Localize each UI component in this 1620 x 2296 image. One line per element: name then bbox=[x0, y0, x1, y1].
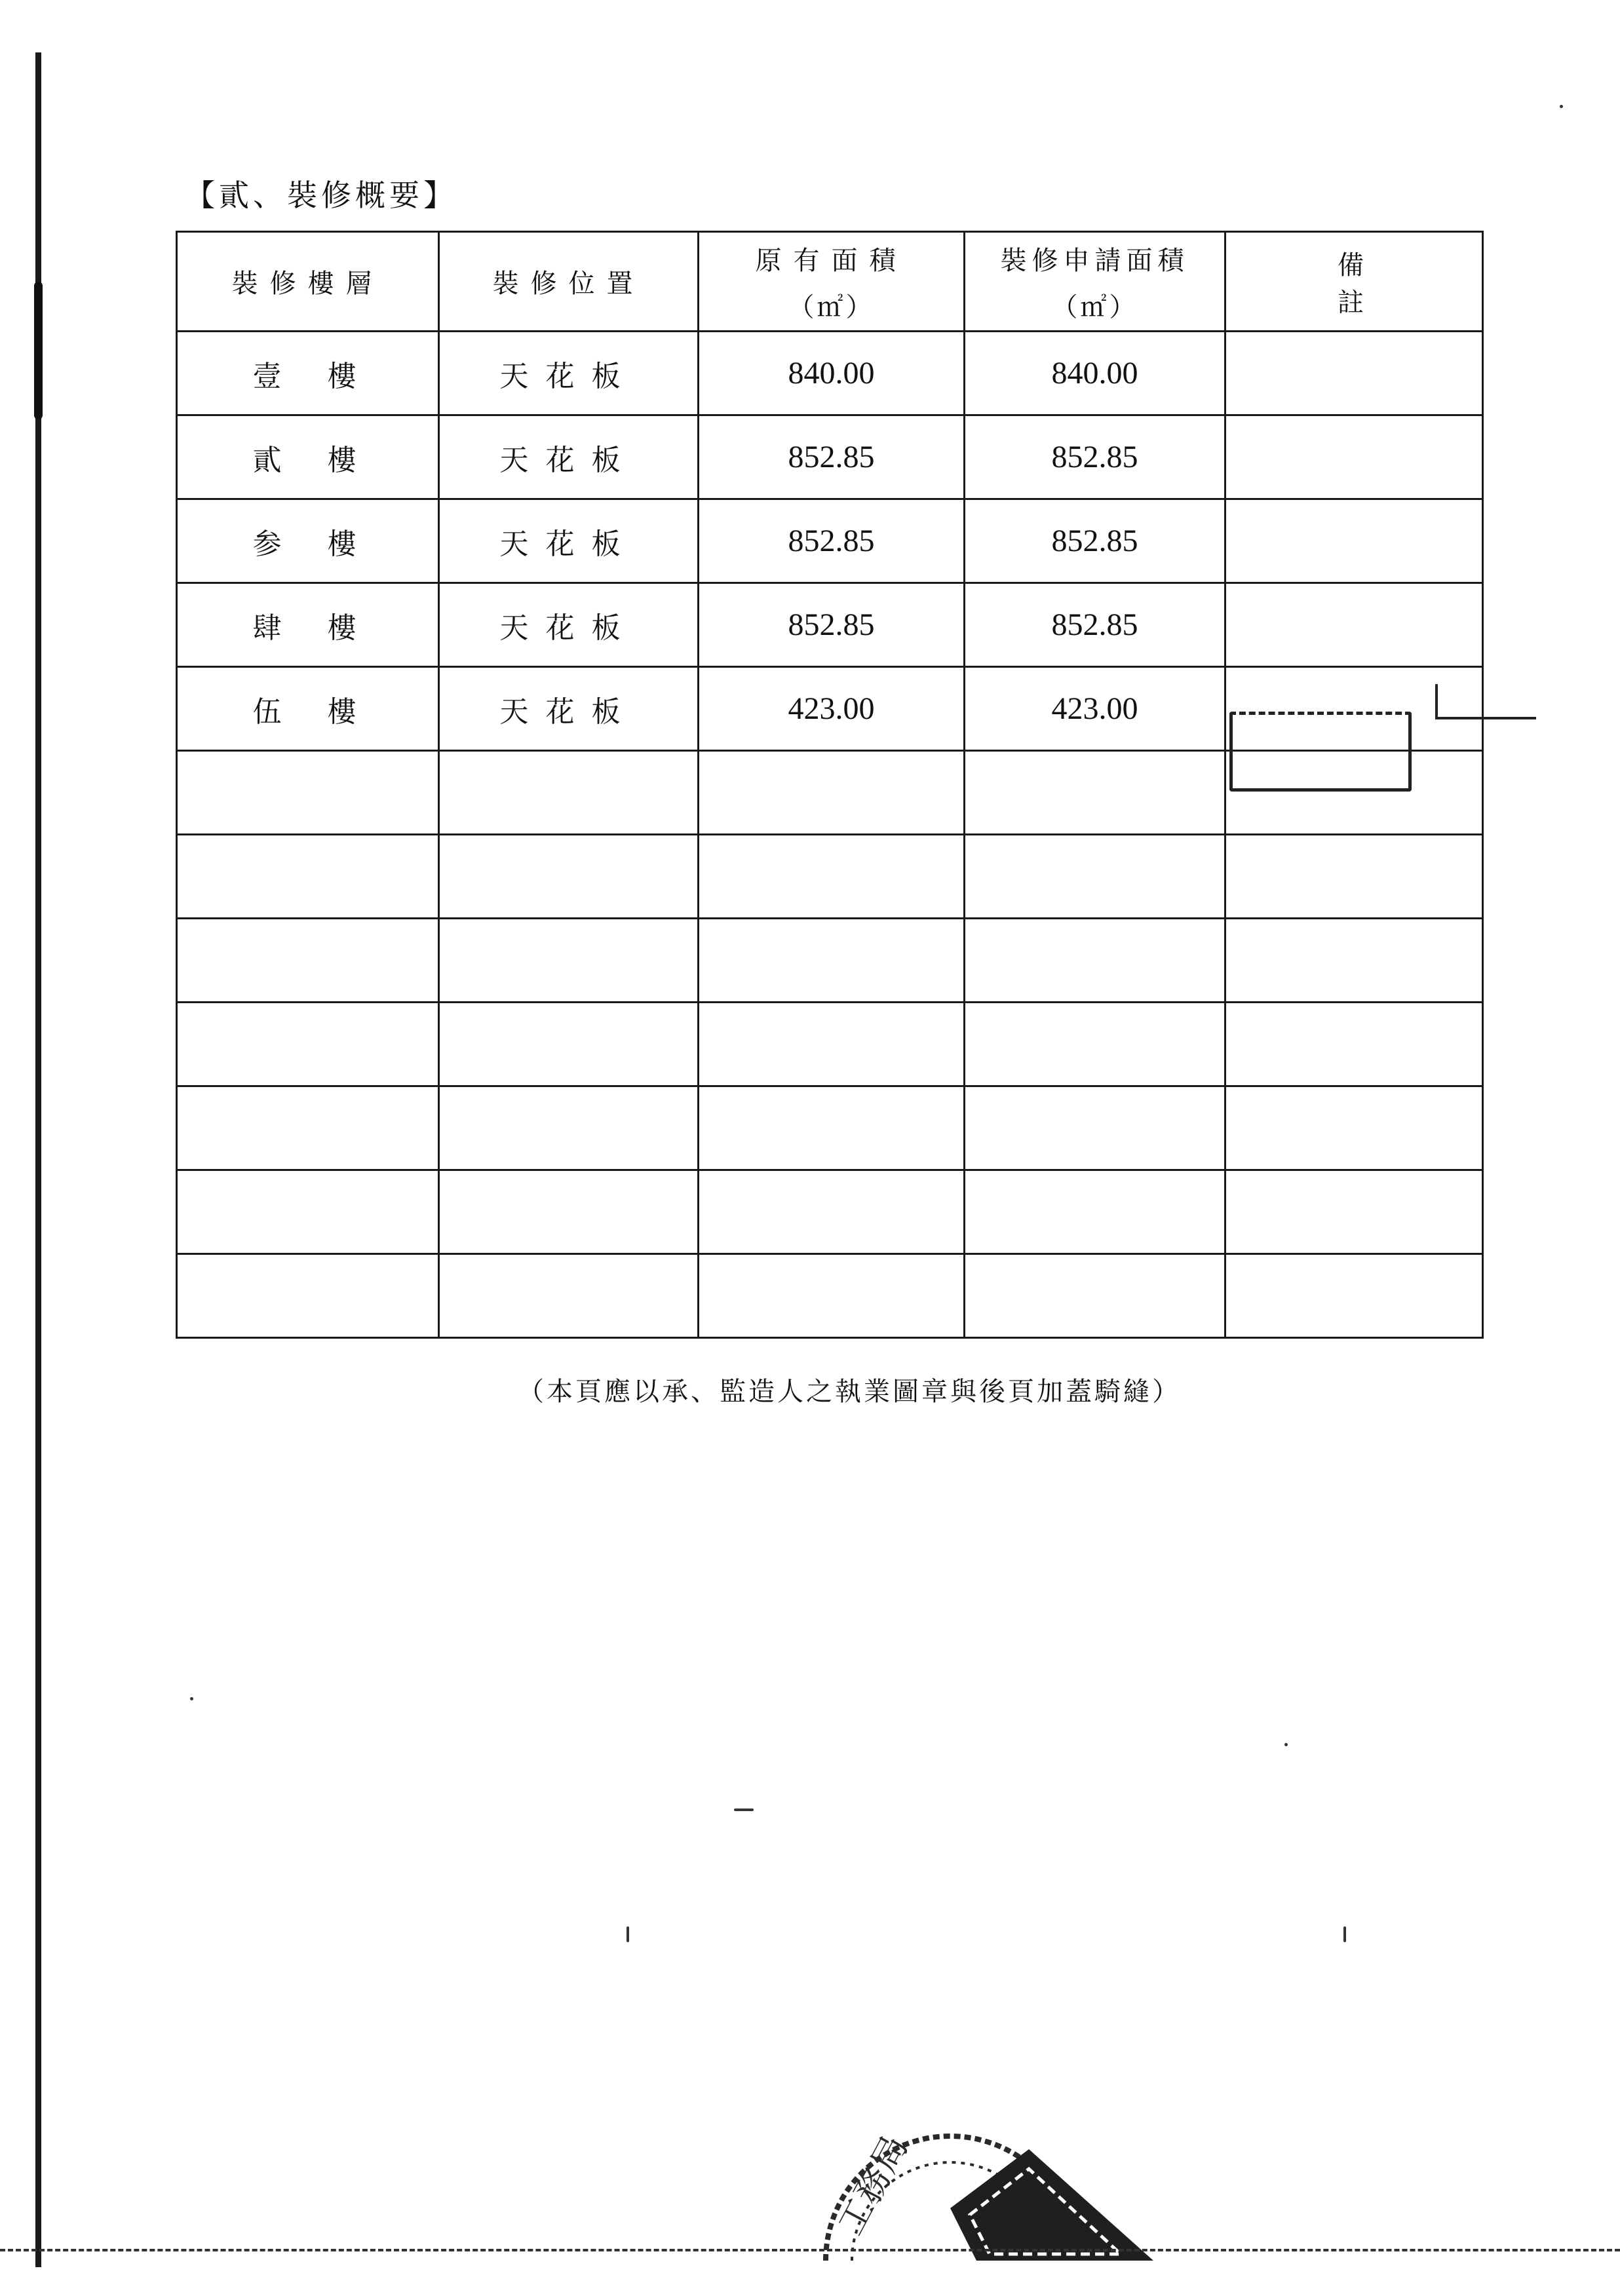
cell-original-area: 840.00 bbox=[699, 332, 965, 415]
cell-floor bbox=[177, 919, 439, 1003]
table-row bbox=[177, 415, 1483, 499]
cell-floor: 肆樓 bbox=[177, 583, 439, 667]
table-row bbox=[177, 1086, 1483, 1170]
cell-location bbox=[439, 751, 699, 835]
footer-note: （本頁應以承、監造人之執業圖章與後頁加蓋騎縫） bbox=[518, 1377, 1181, 1407]
cell-original-area: 423.00 bbox=[699, 667, 965, 751]
table-row bbox=[177, 919, 1483, 1003]
cell-remarks bbox=[1225, 1086, 1483, 1170]
table-row bbox=[177, 1170, 1483, 1254]
header-row bbox=[177, 232, 1483, 332]
cell-location bbox=[439, 1254, 699, 1338]
cell-remarks bbox=[1225, 1254, 1483, 1338]
cell-requested-area bbox=[965, 1003, 1225, 1086]
cell-location bbox=[439, 835, 699, 919]
cell-remarks bbox=[1225, 415, 1483, 499]
cell-location: 天花板 bbox=[439, 499, 699, 583]
header-location: 裝修位置 bbox=[439, 232, 699, 332]
cell-original-area bbox=[699, 751, 965, 835]
cell-requested-area bbox=[965, 1086, 1225, 1170]
table-row bbox=[177, 1254, 1483, 1338]
cell-location bbox=[439, 1086, 699, 1170]
cell-remarks bbox=[1225, 919, 1483, 1003]
cell-remarks bbox=[1225, 1170, 1483, 1254]
cell-floor bbox=[177, 1170, 439, 1254]
cell-requested-area bbox=[965, 919, 1225, 1003]
cell-floor: 壹樓 bbox=[177, 332, 439, 415]
cell-location: 天花板 bbox=[439, 583, 699, 667]
cell-floor: 伍樓 bbox=[177, 667, 439, 751]
cell-location: 天花板 bbox=[439, 332, 699, 415]
header-requested-area-label: 裝修申請面積 bbox=[1000, 245, 1189, 276]
cell-original-area bbox=[699, 919, 965, 1003]
stamp-fragment-mark bbox=[1435, 684, 1536, 719]
table-row bbox=[177, 583, 1483, 667]
cell-original-area bbox=[699, 1170, 965, 1254]
table-row bbox=[177, 1003, 1483, 1086]
table-row bbox=[177, 499, 1483, 583]
scan-speck bbox=[1343, 1926, 1346, 1942]
cell-remarks bbox=[1225, 583, 1483, 667]
cell-floor bbox=[177, 835, 439, 919]
cell-location bbox=[439, 919, 699, 1003]
table-row bbox=[177, 835, 1483, 919]
cell-floor bbox=[177, 1086, 439, 1170]
cell-requested-area: 423.00 bbox=[965, 667, 1225, 751]
cell-remarks bbox=[1225, 835, 1483, 919]
official-seal bbox=[813, 2064, 1180, 2263]
scan-speck bbox=[627, 1926, 629, 1942]
scan-speck bbox=[1284, 1743, 1288, 1746]
cell-requested-area bbox=[965, 835, 1225, 919]
header-remarks: 備註 bbox=[1225, 232, 1483, 332]
cell-remarks bbox=[1225, 1003, 1483, 1086]
table-row bbox=[177, 332, 1483, 415]
cell-original-area: 852.85 bbox=[699, 499, 965, 583]
cell-requested-area bbox=[965, 751, 1225, 835]
header-original-area-unit: （㎡） bbox=[788, 292, 875, 322]
scan-speck bbox=[1560, 105, 1563, 108]
cell-original-area bbox=[699, 1086, 965, 1170]
cell-location bbox=[439, 1170, 699, 1254]
seal-text: 工務局 bbox=[829, 2128, 916, 2242]
cell-requested-area: 852.85 bbox=[965, 415, 1225, 499]
cell-original-area bbox=[699, 1003, 965, 1086]
scan-edge-mark bbox=[34, 282, 43, 419]
page-bottom-line bbox=[0, 2249, 1620, 2251]
stamp-box-mark bbox=[1229, 712, 1412, 792]
header-floor: 裝修樓層 bbox=[177, 232, 439, 332]
cell-location: 天花板 bbox=[439, 667, 699, 751]
cell-remarks bbox=[1225, 332, 1483, 415]
cell-floor: 貳樓 bbox=[177, 415, 439, 499]
cell-location: 天花板 bbox=[439, 415, 699, 499]
cell-requested-area: 852.85 bbox=[965, 583, 1225, 667]
official-seal-graphic bbox=[813, 2064, 1180, 2261]
cell-original-area: 852.85 bbox=[699, 415, 965, 499]
header-original-area bbox=[699, 232, 965, 332]
cell-requested-area: 840.00 bbox=[965, 332, 1225, 415]
section-title: 【貳、裝修概要】 bbox=[185, 178, 457, 213]
scan-speck bbox=[190, 1697, 193, 1700]
cell-requested-area: 852.85 bbox=[965, 499, 1225, 583]
cell-remarks bbox=[1225, 499, 1483, 583]
cell-requested-area bbox=[965, 1170, 1225, 1254]
header-requested-area bbox=[965, 232, 1225, 332]
scan-speck bbox=[734, 1808, 754, 1811]
cell-floor bbox=[177, 1254, 439, 1338]
cell-original-area bbox=[699, 835, 965, 919]
cell-floor: 参樓 bbox=[177, 499, 439, 583]
header-requested-area-unit: （㎡） bbox=[1051, 292, 1138, 322]
cell-floor bbox=[177, 751, 439, 835]
header-original-area-label: 原有面積 bbox=[755, 245, 908, 276]
cell-requested-area bbox=[965, 1254, 1225, 1338]
cell-original-area bbox=[699, 1254, 965, 1338]
cell-original-area: 852.85 bbox=[699, 583, 965, 667]
cell-floor bbox=[177, 1003, 439, 1086]
cell-location bbox=[439, 1003, 699, 1086]
